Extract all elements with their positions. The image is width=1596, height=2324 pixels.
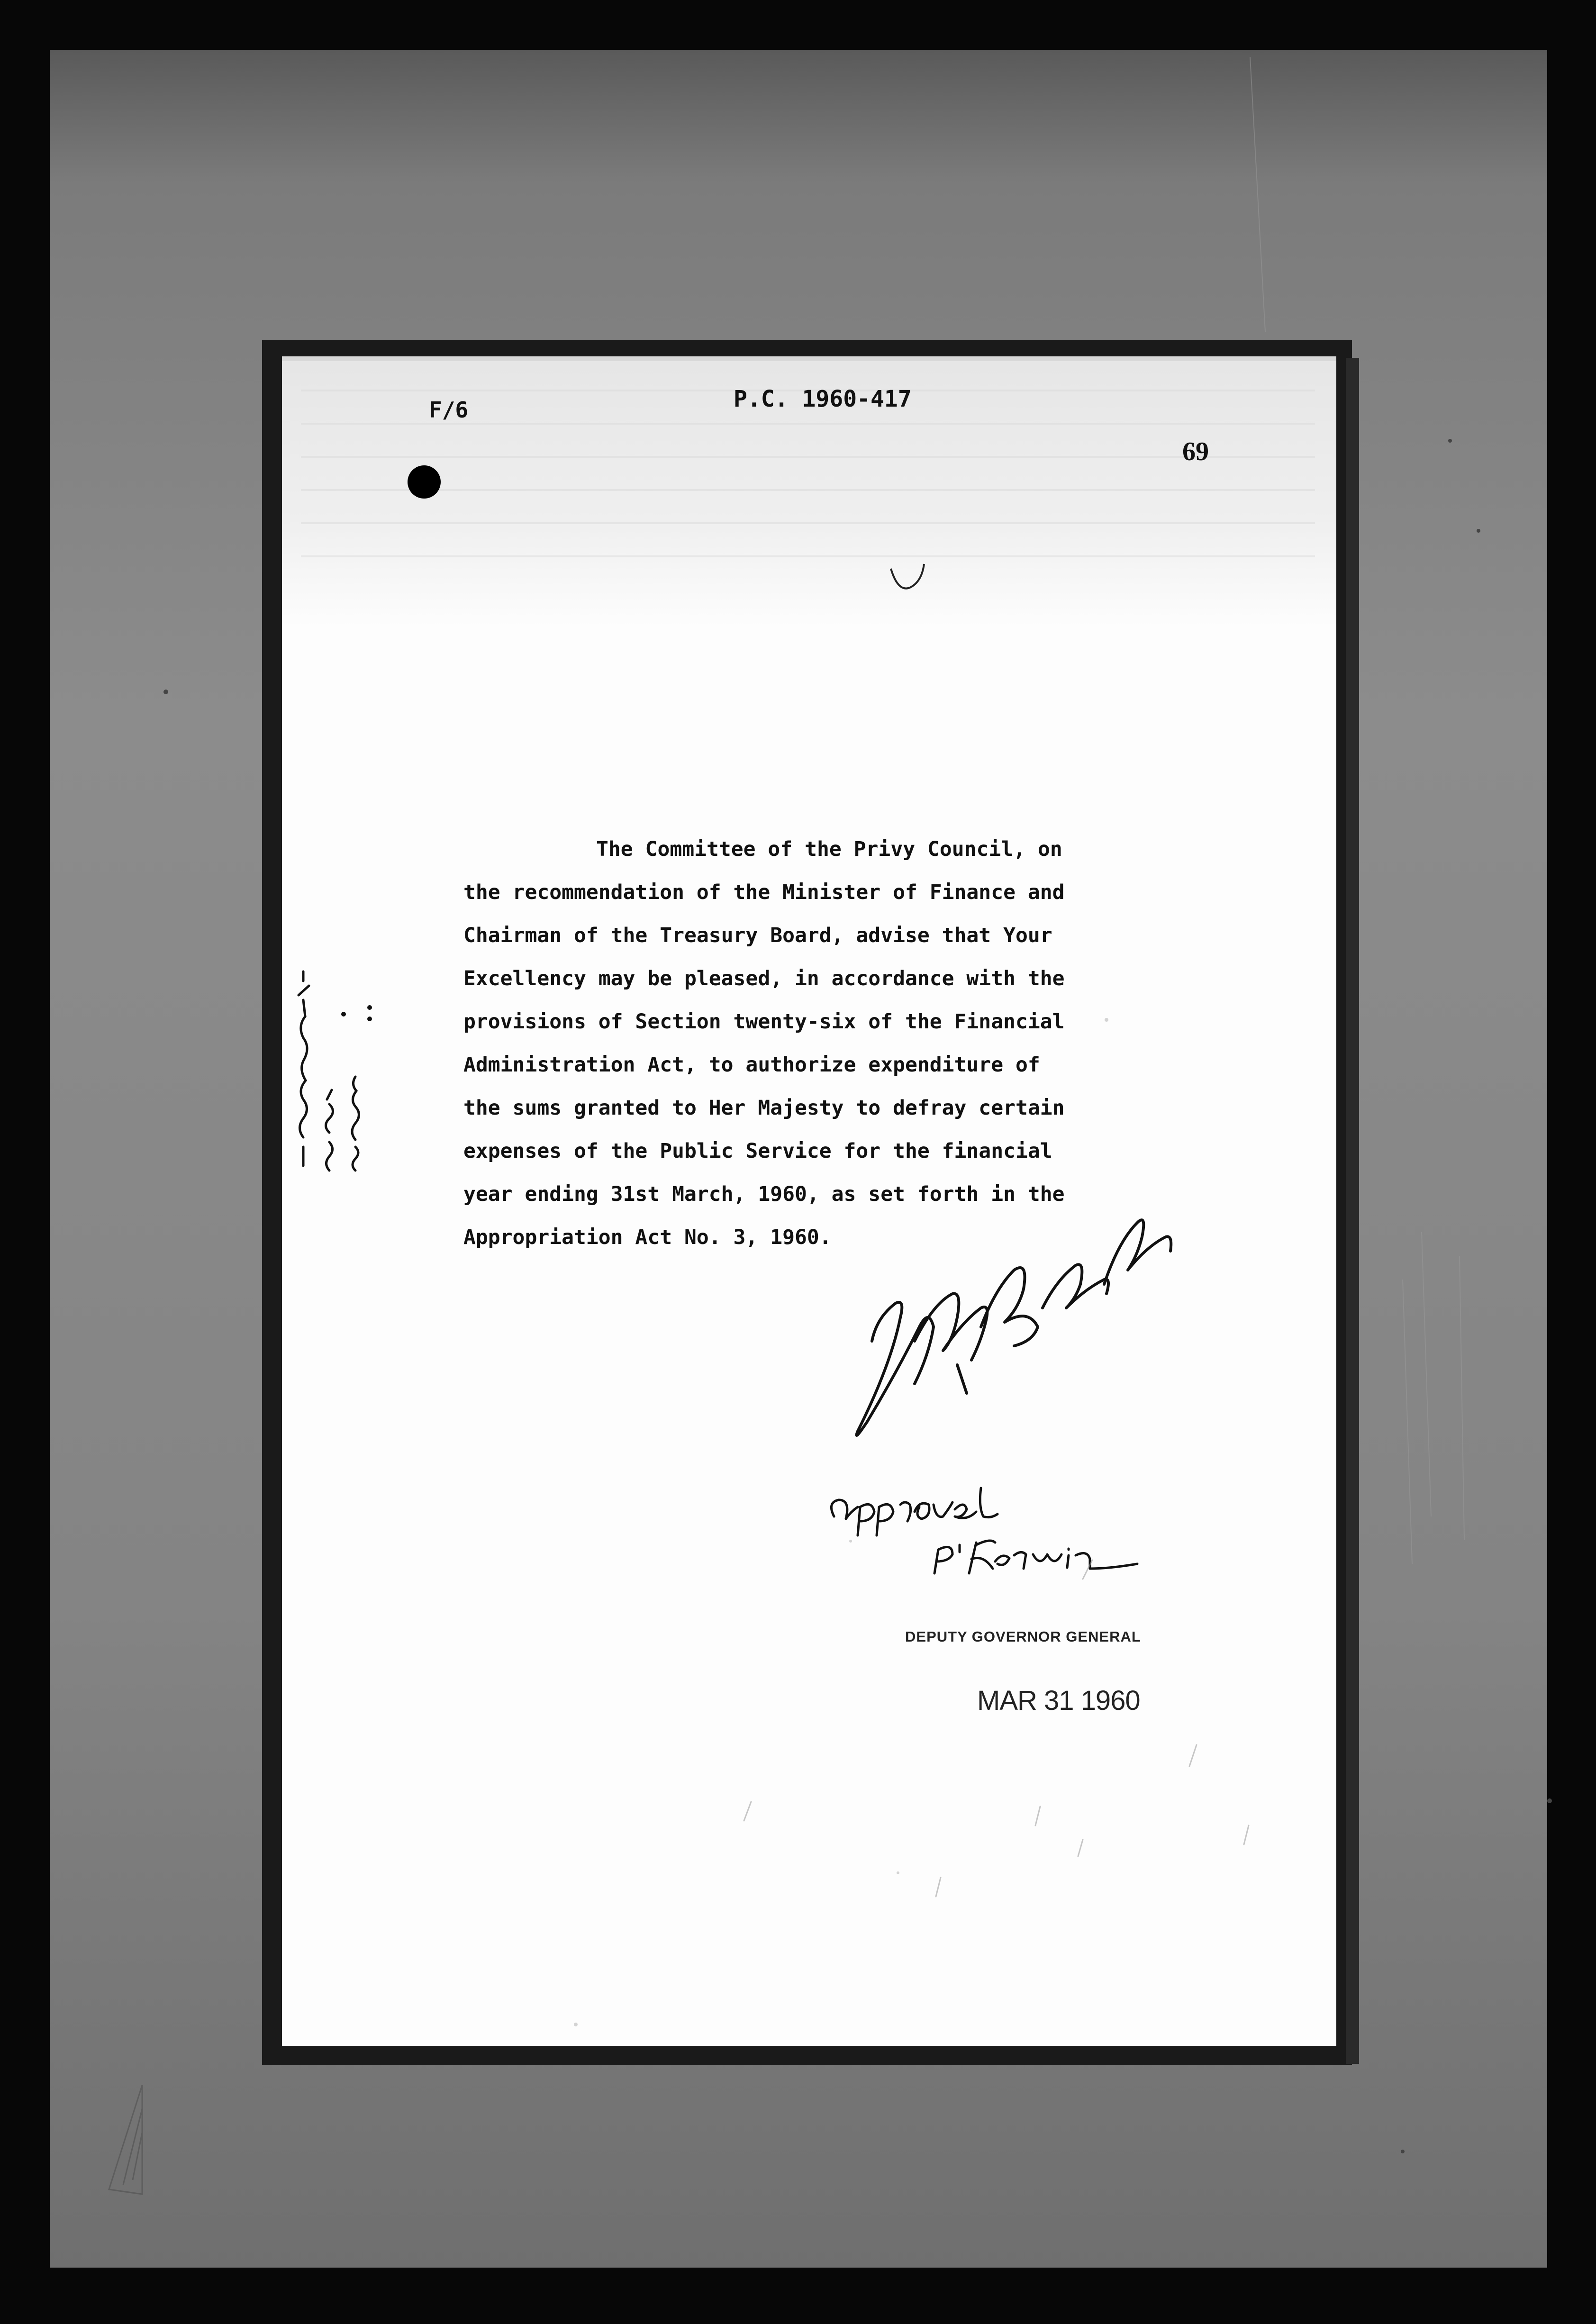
body-line: year ending 31st March, 1960, as set forth in the: [463, 1182, 1065, 1206]
page-scratches: [282, 356, 1336, 2041]
page-edge: [1346, 358, 1359, 2064]
order-number: P.C. 1960-417: [734, 386, 912, 412]
page-number: 69: [1182, 437, 1209, 466]
body-line: expenses of the Public Service for the financial: [463, 1139, 1052, 1163]
body-line: provisions of Section twenty-six of the Financial: [463, 1010, 1065, 1034]
body-line: The Committee of the Privy Council, on: [596, 837, 1062, 861]
body-line: the recommendation of the Minister of Finance and: [463, 881, 1065, 904]
body-line: Administration Act, to authorize expenditure of: [463, 1053, 1040, 1077]
body-line: Appropriation Act No. 3, 1960.: [463, 1226, 832, 1249]
deputy-governor-general-title: DEPUTY GOVERNOR GENERAL: [905, 1628, 1141, 1645]
body-line: Excellency may be pleased, in accordance with the: [463, 967, 1065, 990]
body-line: the sums granted to Her Majesty to defray certain: [463, 1096, 1065, 1120]
file-code: F/6: [429, 397, 469, 423]
body-line: Chairman of the Treasury Board, advise that Your: [463, 924, 1052, 947]
date-stamp: MAR 31 1960: [977, 1685, 1140, 1716]
